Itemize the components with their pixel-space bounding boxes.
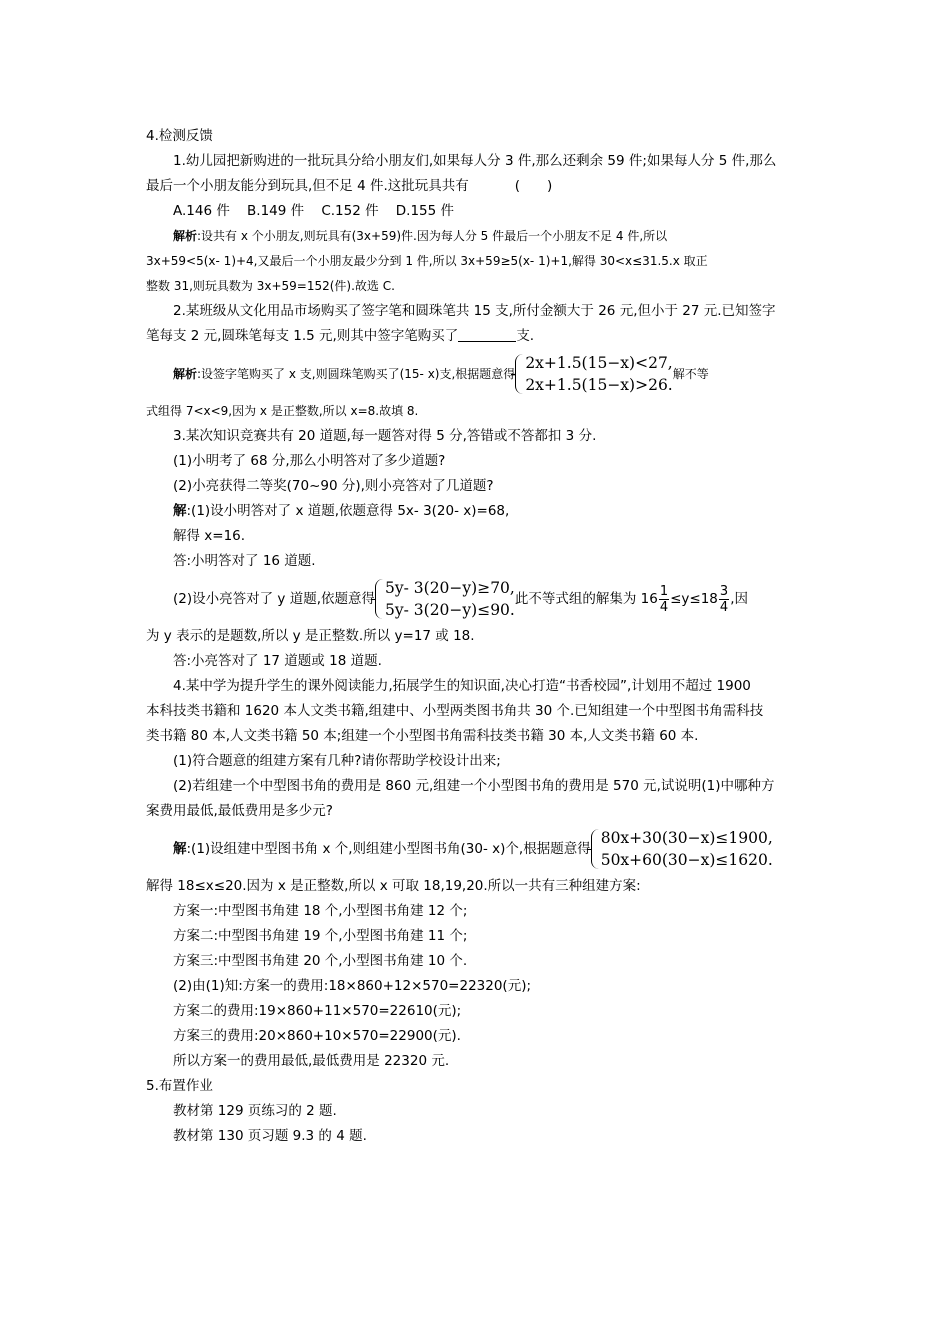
q4-solution-line2: 解得 18≤x≤20.因为 x 是正整数,所以 x 可取 18,19,20.所以一共有三种组建方案:: [146, 878, 641, 894]
q3-fraction-1: [659, 584, 669, 615]
fraction-numerator: 3: [719, 583, 729, 599]
q1-option-b: B.149 件: [247, 203, 305, 219]
q4-plan-2: 方案二:中型图书角建 19 个,小型图书角建 11 个;: [173, 928, 468, 944]
q1-analysis-label: 解析: [173, 229, 198, 243]
q4-plan-3: 方案三:中型图书角建 20 个,小型图书角建 10 个.: [173, 953, 468, 969]
q4-part2-line2: 案费用最低,最低费用是多少元?: [146, 803, 333, 819]
fraction-denominator: 4: [719, 599, 729, 615]
q1-option-c: C.152 件: [321, 203, 379, 219]
section-5-title: 5.布置作业: [146, 1078, 213, 1094]
q4-plan-1: 方案一:中型图书角建 18 个,小型图书角建 12 个;: [173, 903, 468, 919]
fraction-numerator: 1: [659, 583, 669, 599]
q2-stem-unit: 支.: [516, 328, 535, 344]
q2-inequality-1: 2x+1.5(15−x)<27,: [525, 354, 673, 372]
fraction-denominator: 4: [659, 599, 669, 615]
q1-options: [146, 199, 806, 224]
q4-part2-line1: (2)若组建一个中型图书角的费用是 860 元,组建一个小型图书角的费用是 570 元,试说明(1)中哪种方: [173, 778, 775, 794]
q2-analysis-label: 解析: [173, 366, 198, 381]
q2-analysis-line2: 式组得 7<x<9,因为 x 是正整数,所以 x=8.故填 8.: [146, 404, 419, 418]
q4-solution-line1: [146, 824, 806, 874]
worksheet-page: [146, 124, 806, 1149]
q1-option-a: A.146 件: [173, 203, 230, 219]
q2-inequality-system: [515, 352, 672, 396]
q1-stem-line1: 1.幼儿园把新购进的一批玩具分给小朋友们,如果每人分 3 件,那么还剩余 59 件;如果每人分 5 件,那么: [173, 153, 777, 169]
q1-answer-paren: ( ): [514, 178, 553, 194]
q2-analysis-line1: [146, 349, 806, 399]
q4-cost-3: 方案三的费用:20×860+10×570=22900(元).: [173, 1028, 461, 1044]
q3-stem: 3.某次知识竞赛共有 20 道题,每一题答对得 5 分,答错或不答都扣 3 分.: [173, 428, 597, 444]
homework-item-1: 教材第 129 页练习的 2 题.: [173, 1103, 337, 1119]
q3-solution-line5: 为 y 表示的是题数,所以 y 是正整数.所以 y=17 或 18.: [146, 628, 475, 644]
q1-stem-line2: [146, 174, 806, 199]
q3-inequality-system: [375, 577, 515, 621]
q3-part1: (1)小明考了 68 分,那么小明答对了多少道题?: [173, 453, 446, 469]
brace-icon: [375, 579, 383, 619]
q1-analysis-line1: [146, 224, 806, 249]
q2-analysis-pre: :设签字笔购买了 x 支,则圆珠笔购买了(15- x)支,根据题意得: [197, 366, 516, 381]
q1-stem-text: 最后一个小朋友能分到玩具,但不足 4 件.这批玩具共有: [146, 178, 469, 194]
q3-solution-line6: 答:小亮答对了 17 道题或 18 道题.: [173, 653, 382, 669]
q4-solution-pre: :(1)设组建中型图书角 x 个,则组建小型图书角(30- x)个,根据题意得: [186, 840, 591, 857]
q3-fraction-2: [719, 584, 729, 615]
q1-analysis-line3: 整数 31,则玩具数为 3x+59=152(件).故选 C.: [146, 279, 395, 293]
q1-analysis-line2: 3x+59<5(x- 1)+4,又最后一个小朋友最少分到 1 件,所以 3x+59≥5(x- 1)+1,解得 30<x≤31.5.x 取正: [146, 254, 708, 268]
brace-icon: [591, 829, 599, 869]
q2-stem-text: 笔每支 2 元,圆珠笔每支 1.5 元,则其中签字笔购买了: [146, 328, 459, 344]
q4-cost-1: (2)由(1)知:方案一的费用:18×860+12×570=22320(元);: [173, 978, 532, 994]
q1-option-d: D.155 件: [395, 203, 455, 219]
homework-item-2: 教材第 130 页习题 9.3 的 4 题.: [173, 1128, 367, 1144]
q3-solution-post: ,因: [730, 590, 748, 607]
q1-analysis-text1: :设共有 x 个小朋友,则玩具有(3x+59)件.因为每人分 5 件最后一个小朋友不足 4 件,所以: [197, 229, 668, 243]
q2-stem-line2: [146, 324, 806, 349]
q2-analysis-post: 解不等: [672, 366, 709, 381]
q4-stem-line2: 本科技类书籍和 1620 本人文类书籍,组建中、小型两类图书角共 30 个.已知组建一个中型图书角需科技: [146, 703, 764, 719]
q3-inequality-2: 5y- 3(20−y)≤90.: [385, 601, 515, 619]
q3-solution-line3: 答:小明答对了 16 道题.: [173, 553, 316, 569]
q3-solution-line4: [146, 574, 806, 624]
q3-inequality-1: 5y- 3(20−y)≥70,: [385, 579, 515, 597]
q2-inequality-2: 2x+1.5(15−x)>26.: [525, 376, 673, 394]
q4-stem-line3: 类书籍 80 本,人文类书籍 50 本;组建一个小型图书角需科技类书籍 30 本,人文类书籍 60 本.: [146, 728, 699, 744]
q2-answer-blank: [458, 327, 516, 342]
q3-solution-pre: (2)设小亮答对了 y 道题,依题意得: [173, 590, 375, 607]
q4-solution-label: 解: [173, 840, 187, 857]
q4-stem-line1: 4.某中学为提升学生的课外阅读能力,拓展学生的知识面,决心打造“书香校园”,计划用不超过 1900: [173, 678, 751, 694]
q3-solution-line1: [146, 499, 806, 524]
q4-cost-2: 方案二的费用:19×860+11×570=22610(元);: [173, 1003, 462, 1019]
q4-part1: (1)符合题意的组建方案有几种?请你帮助学校设计出来;: [173, 753, 501, 769]
q4-inequality-system: [591, 827, 773, 871]
q3-part2: (2)小亮获得二等奖(70~90 分),则小亮答对了几道题?: [173, 478, 494, 494]
brace-icon: [515, 354, 523, 394]
q4-inequality-2: 50x+60(30−x)≤1620.: [600, 851, 773, 869]
q3-solution-mid: 此不等式组的解集为 16: [514, 590, 658, 607]
q2-stem-line1: 2.某班级从文化用品市场购买了签字笔和圆珠笔共 15 支,所付金额大于 26 元,但小于 27 元.已知签字: [173, 303, 776, 319]
section-4-title: 4.检测反馈: [146, 128, 213, 144]
q4-conclusion: 所以方案一的费用最低,最低费用是 22320 元.: [173, 1053, 450, 1069]
q4-inequality-1: 80x+30(30−x)≤1900,: [600, 829, 773, 847]
q3-solution-mid2: ≤y≤18: [670, 590, 718, 607]
q3-solution-line2: 解得 x=16.: [173, 528, 246, 544]
q3-solution-label: 解: [173, 503, 187, 519]
q3-solution-text1: :(1)设小明答对了 x 道题,依题意得 5x- 3(20- x)=68,: [186, 503, 510, 519]
